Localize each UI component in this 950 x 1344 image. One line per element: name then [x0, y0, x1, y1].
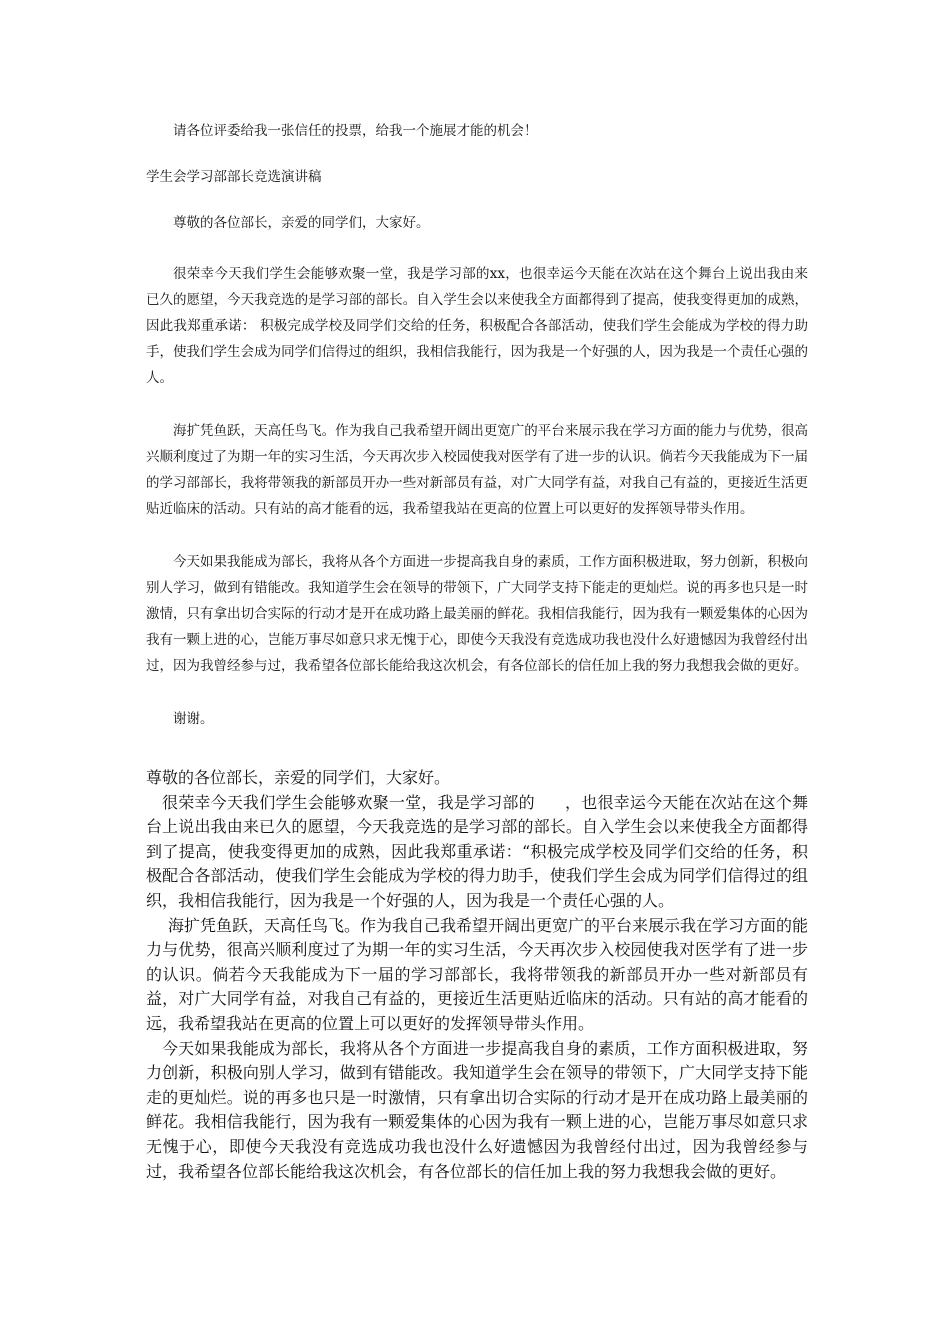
document-title: 学生会学习部部长竞选演讲稿	[146, 169, 322, 185]
speech-paragraph-large-3: 今天如果我能成为部长，我将从各个方面进一步提高我自身的素质，工作方面积极进取，努力创新，积极向别人学习，做到有错能改。我知道学生会在领导的带领下，广大同学支持下能走的更灿烂。说的再多也只是一时激情，只有拿出切合实际的行动才是开在成功路上最美丽的鲜花。我相信我能行，因为我有一颗爱集体的心因为我有一颗上进的心，岂能万事尽如意只求无愧于心，即使今天我没有竞选成功我也没什么好遗憾因为我曾经付出过，因为我曾经参与过，我希望各位部长能给我这次机会，有各位部长的信任加上我的努力我想我会做的更好。	[146, 1038, 808, 1181]
speech-paragraph-3: 今天如果我能成为部长，我将从各个方面进一步提高我自身的素质，工作方面积极进取，努力创新，积极向别人学习，做到有错能改。我知道学生会在领导的带领下，广大同学支持下能走的更灿烂。说的再多也只是一时激情，只有拿出切合实际的行动才是开在成功路上最美丽的鲜花。我相信我能行，因为我有一颗爱集体的心因为我有一颗上进的心，岂能万事尽如意只求无愧于心，即使今天我没有竞选成功我也没什么好遗憾因为我曾经付出过，因为我曾经参与过，我希望各位部长能给我这次机会，有各位部长的信任加上我的努力我想我会做的更好。	[146, 554, 808, 674]
greeting-paragraph: 尊敬的各位部长，亲爱的同学们，大家好。	[173, 215, 430, 231]
speech-paragraph-large-1	[146, 791, 808, 914]
speech-paragraph-large-2: 海扩凭鱼跃，天高任鸟飞。作为我自己我希望开阔出更宽广的平台来展示我在学习方面的能力与优势，很高兴顺利度过了为期一年的实习生活，今天再次步入校园使我对医学有了进一步的认识。倘若今天我能成为下一届的学习部部长，我将带领我的新部员开办一些对新部员有益，对广大同学有益，对我自己有益的，更接近生活更贴近临床的活动。只有站的高才能看的远，我希望我站在更高的位置上可以更好的发挥领导带头作用。	[146, 915, 809, 1033]
paragraph-1-rest: ，也很幸运今天能在次站在这个舞台上说出我由来已久的愿望，今天我竞选的是学习部的部长。自入学生会以来使我全方面都得到了提高，使我变得更加的成熟，因此我郑重承诺：“积极完成学校及同学们交给的任务，积极配合各部活动，使我们学生会能成为学校的得力助手，使我们学生会成为同学们信得过的组织，我相信我能行，因为我是一个好强的人，因为我是一个责任心强的人。	[146, 792, 808, 910]
speech-section-small	[146, 118, 808, 732]
speech-section-large	[146, 766, 808, 1184]
greeting-paragraph-large: 尊敬的各位部长，亲爱的同学们，大家好。	[146, 768, 451, 787]
thanks-line: 谢谢。	[173, 711, 214, 727]
vote-request-line: 请各位评委给我一张信任的投票，给我一个施展才能的机会！	[173, 123, 538, 139]
paragraph-1-start: 很荣幸今天我们学生会能够欢聚一堂，我是学习部的	[162, 792, 535, 812]
speech-paragraph-1: 很荣幸今天我们学生会能够欢聚一堂，我是学习部的xx，也很幸运今天能在次站在这个舞台上说出我由来已久的愿望，今天我竞选的是学习部的部长。自入学生会以来使我全方面都得到了提高，使我变得更加的成熟，因此我郑重承诺： 积极完成学校及同学们交给的任务，积极配合各部活动，使我们学生会能成为学校的得力助手，使我们学生会成为同学们信得过的组织，我相信我能行，因为我是一个好强的人，因为我是一个责任心强的人。	[146, 266, 808, 386]
speech-paragraph-2: 海扩凭鱼跃，天高任鸟飞。作为我自己我希望开阔出更宽广的平台来展示我在学习方面的能力与优势，很高兴顺利度过了为期一年的实习生活，今天再次步入校园使我对医学有了进一步的认识。倘若今天我能成为下一届的学习部部长，我将带领我的新部员开办一些对新部员有益，对广大同学有益，对我自己有益的，更接近生活更贴近临床的活动。只有站的高才能看的远，我希望我站在更高的位置上可以更好的发挥领导带头作用。	[146, 423, 808, 517]
